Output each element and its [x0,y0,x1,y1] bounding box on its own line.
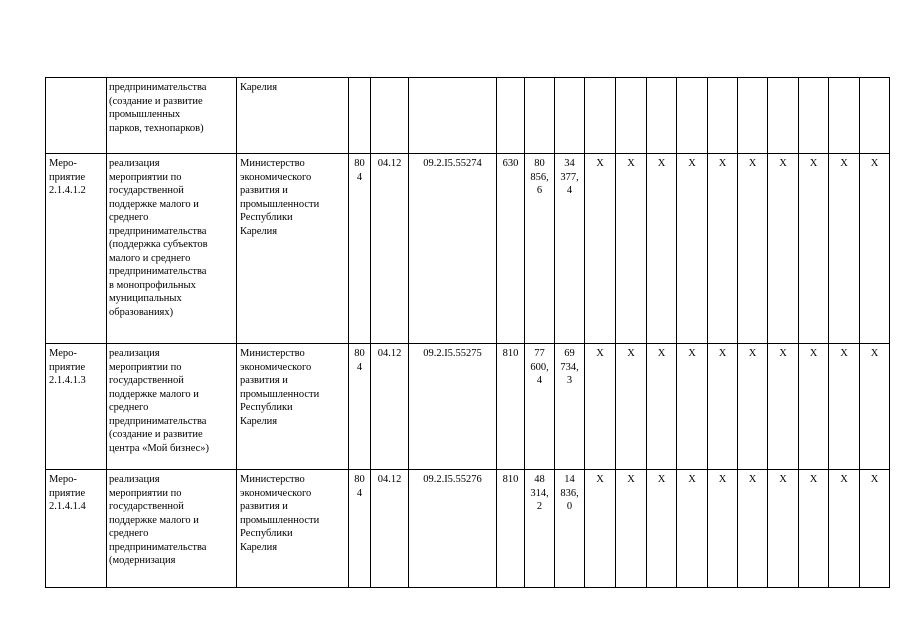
mark-cell: Х [647,344,677,470]
mark-cell [647,78,677,154]
target-article-cell [409,78,497,154]
table-row [46,344,890,470]
expense-type-cell [497,154,525,344]
event-name-cell-text: реализация мероприятии по государственной поддержке малого и среднего предпринимательства (создание и развитие центра «Мой бизнес») [109,348,210,454]
mark-cell: Х [768,344,799,470]
target-article-cell [409,154,497,344]
table-row [46,154,890,344]
section-code-cell-text: 04.12 [377,158,402,169]
mark-cell: Х [677,154,708,344]
event-name-cell-text: реализация мероприятии по государственной поддержке малого и среднего предпринимательства (поддержка субъектов малого и среднего предпринимательства в монопрофильных муниципальных образованиях) [109,158,208,318]
mark-cell: Х [585,344,616,470]
mark-cell [799,78,829,154]
executor-cell [237,78,349,154]
grbs-code-cell [349,470,371,588]
grbs-code-cell [349,78,371,154]
amount-1-cell [525,154,555,344]
mark-cell: Х [860,470,890,588]
mark-cell: Х [616,344,647,470]
amount-1-cell [525,470,555,588]
grbs-code-cell-text: 80 4 [354,348,365,373]
mark-cell [768,78,799,154]
mark-cell: Х [799,344,829,470]
target-article-cell-text: 09.2.I5.55276 [423,474,482,485]
mark-cell: Х [647,470,677,588]
section-code-cell [371,78,409,154]
amount-2-cell-text: 34 377, 4 [560,158,579,196]
mark-cell: Х [768,470,799,588]
grbs-code-cell-text: 80 4 [354,474,365,499]
target-article-cell-text: 09.2.I5.55275 [423,348,482,359]
row-id-cell [46,78,107,154]
expense-type-cell-text: 810 [502,348,519,359]
row-id-cell-text: Меро- приятие 2.1.4.1.4 [49,474,86,512]
mark-cell: Х [677,344,708,470]
mark-cell [738,78,768,154]
mark-cell: Х [829,344,860,470]
row-id-cell [46,154,107,344]
mark-cell: Х [677,470,708,588]
amount-1-cell-text: 80 856, 6 [530,158,549,196]
section-code-cell [371,344,409,470]
amount-2-cell [555,470,585,588]
mark-cell: Х [829,470,860,588]
table-body [46,78,890,588]
mark-cell [677,78,708,154]
grbs-code-cell-text: 80 4 [354,158,365,183]
section-code-cell [371,470,409,588]
amount-1-cell-text: 77 600, 4 [530,348,549,386]
row-id-cell [46,344,107,470]
amount-1-cell-text: 48 314, 2 [530,474,549,512]
amount-1-cell [525,78,555,154]
amount-2-cell [555,344,585,470]
event-name-cell-text: реализация мероприятии по государственной поддержке малого и среднего предпринимательства (модернизация [109,474,207,566]
table-row [46,470,890,588]
event-name-cell-text: предпринимательства (создание и развитие промышленных парков, технопарков) [109,82,207,134]
section-code-cell-text: 04.12 [377,474,402,485]
row-id-cell-text: Меро- приятие 2.1.4.1.2 [49,158,86,196]
table-row [46,78,890,154]
executor-cell-text: Министерство экономического развития и промышленности Республики Карелия [240,158,320,237]
expense-type-cell [497,78,525,154]
event-name-cell [107,470,237,588]
mark-cell: Х [799,154,829,344]
mark-cell: Х [738,154,768,344]
grbs-code-cell [349,154,371,344]
mark-cell: Х [738,344,768,470]
mark-cell [708,78,738,154]
amount-2-cell-text: 14 836, 0 [560,474,579,512]
executor-cell-text: Министерство экономического развития и промышленности Республики Карелия [240,474,320,553]
target-article-cell-text: 09.2.I5.55274 [423,158,482,169]
event-name-cell [107,78,237,154]
mark-cell: Х [616,154,647,344]
executor-cell-text: Карелия [240,82,278,93]
mark-cell: Х [708,344,738,470]
expense-type-cell [497,470,525,588]
mark-cell [860,78,890,154]
mark-cell: Х [616,470,647,588]
amount-2-cell-text: 69 734, 3 [560,348,579,386]
row-id-cell [46,470,107,588]
mark-cell: Х [829,154,860,344]
executor-cell-text: Министерство экономического развития и промышленности Республики Карелия [240,348,320,427]
mark-cell: Х [647,154,677,344]
mark-cell: Х [708,470,738,588]
mark-cell: Х [860,154,890,344]
mark-cell: Х [860,344,890,470]
executor-cell [237,154,349,344]
budget-table [45,77,890,588]
mark-cell: Х [738,470,768,588]
expense-type-cell-text: 630 [502,158,519,169]
mark-cell [585,78,616,154]
grbs-code-cell [349,344,371,470]
mark-cell: Х [585,154,616,344]
section-code-cell-text: 04.12 [377,348,402,359]
amount-1-cell [525,344,555,470]
mark-cell: Х [585,470,616,588]
expense-type-cell-text: 810 [502,474,519,485]
row-id-cell-text: Меро- приятие 2.1.4.1.3 [49,348,86,386]
target-article-cell [409,344,497,470]
expense-type-cell [497,344,525,470]
event-name-cell [107,154,237,344]
mark-cell: Х [708,154,738,344]
amount-2-cell [555,78,585,154]
target-article-cell [409,470,497,588]
section-code-cell [371,154,409,344]
executor-cell [237,344,349,470]
event-name-cell [107,344,237,470]
amount-2-cell [555,154,585,344]
mark-cell: Х [768,154,799,344]
mark-cell [829,78,860,154]
mark-cell: Х [799,470,829,588]
executor-cell [237,470,349,588]
mark-cell [616,78,647,154]
